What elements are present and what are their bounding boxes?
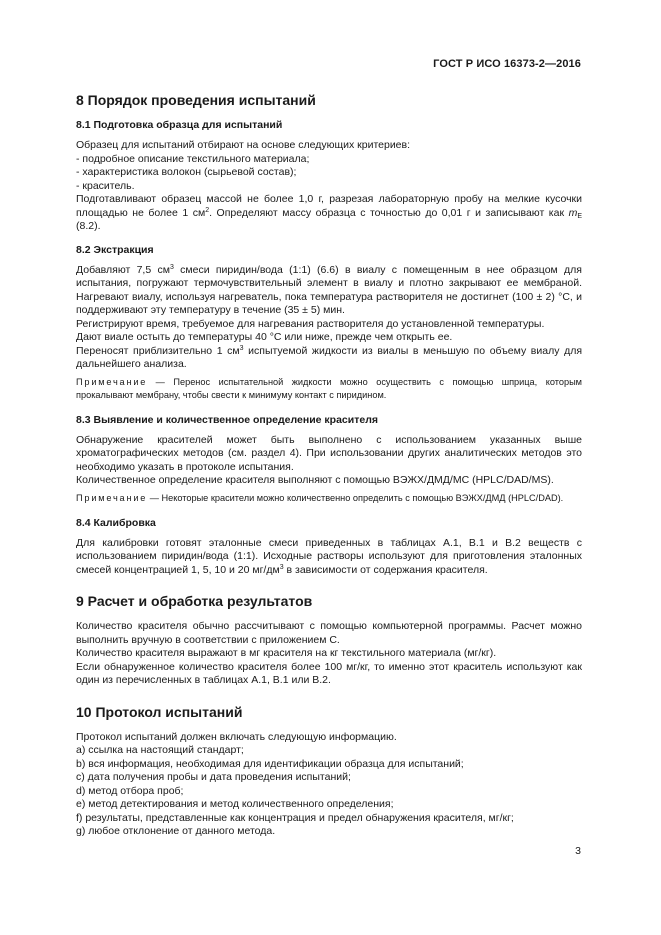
paragraph: Образец для испытаний отбирают на основе следующих критериев:	[76, 139, 411, 151]
page-number: 3	[575, 845, 581, 857]
section-10-title: 10 Протокол испытаний	[76, 703, 243, 720]
section-8-2-title: 8.2 Экстракция	[76, 243, 154, 256]
paragraph: Дают виале остыть до температуры 40 °С или ниже, прежде чем открыть ее.	[76, 331, 453, 343]
note: Примечание — Некоторые красители можно количественно определить с помощью ВЭЖХ/ДМД (HPLC/DAD).	[76, 492, 564, 503]
paragraph: Подготавливают образец массой не более 1,0 г, разрезая лабораторную пробу на мелкие кусочки площадью не более 1 $см^2$. Определяют массу образца с точностью до 0,01 г и записывают как $m_E$ (8.2).	[76, 193, 582, 232]
paragraph: Количество красителя обычно рассчитывают с помощью компьютерной программы. Расчет можно выполнить вручную в соответствии с приложением С.	[76, 620, 582, 646]
section-9-title: 9 Расчет и обработка результатов	[76, 593, 313, 609]
paragraph: Добавляют 7,5 $см^3$ смеси пиридин/вода (1:1) (6.6) в виалу с помещенным в нее образцом для испытания, погружают термочувствительный элемент в виалу и плотно закрывают ее мембраной. Нагревают виалу, используя нагреватель, пока температура растворителя не достигнет (100 ± 2) °С, и поддерживают эту температуру в течение (35 ± 5) мин.	[76, 263, 582, 316]
list-item: а) ссылка на настоящий стандарт;	[76, 744, 244, 756]
paragraph: Переносят приблизительно 1 $см^3$ испытуемой жидкости из виалы в меньшую по объему виалу для дальнейшего анализа.	[76, 344, 583, 370]
paragraph: Количество красителя выражают в мг красителя на кг текстильного материала (мг/кг).	[76, 647, 497, 659]
section-8-title: 8 Порядок проведения испытаний	[76, 92, 316, 108]
note-label: Примечание	[76, 492, 148, 503]
list-item: g) любое отклонение от данного метода.	[76, 825, 276, 837]
list-item: c) дата получения пробы и дата проведения испытаний;	[76, 771, 351, 783]
section-8-4-title: 8.4 Калибровка	[76, 516, 156, 529]
list-item: b) вся информация, необходимая для идентификации образца для испытаний;	[76, 757, 464, 770]
paragraph: Обнаружение красителей может быть выполнено с использованием указанных выше хроматографических методов (см. раздел 4). При использовании других аналитических методов это необходимо указать в протоколе испытания.	[76, 433, 582, 473]
list-item: d) метод отбора проб;	[76, 784, 184, 797]
note: Примечание — Перенос испытательной жидкости можно осуществить с помощью шприца, которым прокалывают мембрану, чтобы свести к минимуму контакт с пиридином.	[76, 376, 582, 400]
list-item: e) метод детектирования и метод количественного определения;	[76, 798, 394, 810]
paragraph: Количественное определение красителя выполняют с помощью ВЭЖХ/ДМД/МС (HPLC/DAD/MS).	[76, 474, 554, 486]
list-item: f) результаты, представленные как концентрация и предел обнаружения красителя, мг/кг;	[76, 811, 514, 824]
list-item: - характеристика волокон (сырьевой состав);	[76, 166, 297, 178]
list-item: - подробное описание текстильного материала;	[76, 152, 310, 165]
paragraph: Для калибровки готовят эталонные смеси приведенных в таблицах А.1, В.1 и В.2 веществ с использованием пиридин/вода (1:1). Исходные растворы используют для приготовления эталонных смесей концентрацией 1, 5, 10 и 20 $мг/дм^3$ в зависимости от содержания красителя.	[76, 536, 582, 576]
section-8-1-title: 8.1 Подготовка образца для испытаний	[76, 119, 283, 131]
paragraph: Протокол испытаний должен включать следующую информацию.	[76, 730, 397, 743]
document-body	[76, 92, 582, 839]
section-8-3-title: 8.3 Выявление и количественное определение красителя	[76, 413, 379, 426]
standard-header: ГОСТ Р ИСО 16373-2—2016	[433, 58, 581, 70]
paragraph: Если обнаруженное количество красителя более 100 мг/кг, то именно этот краситель используют как один из перечисленных в таблицах А.1, В.1 или В.2.	[76, 660, 582, 686]
note-label: Примечание	[76, 376, 148, 387]
list-item: - краситель.	[76, 179, 135, 192]
paragraph: Регистрируют время, требуемое для нагревания растворителя до установленной температуры.	[76, 317, 545, 330]
